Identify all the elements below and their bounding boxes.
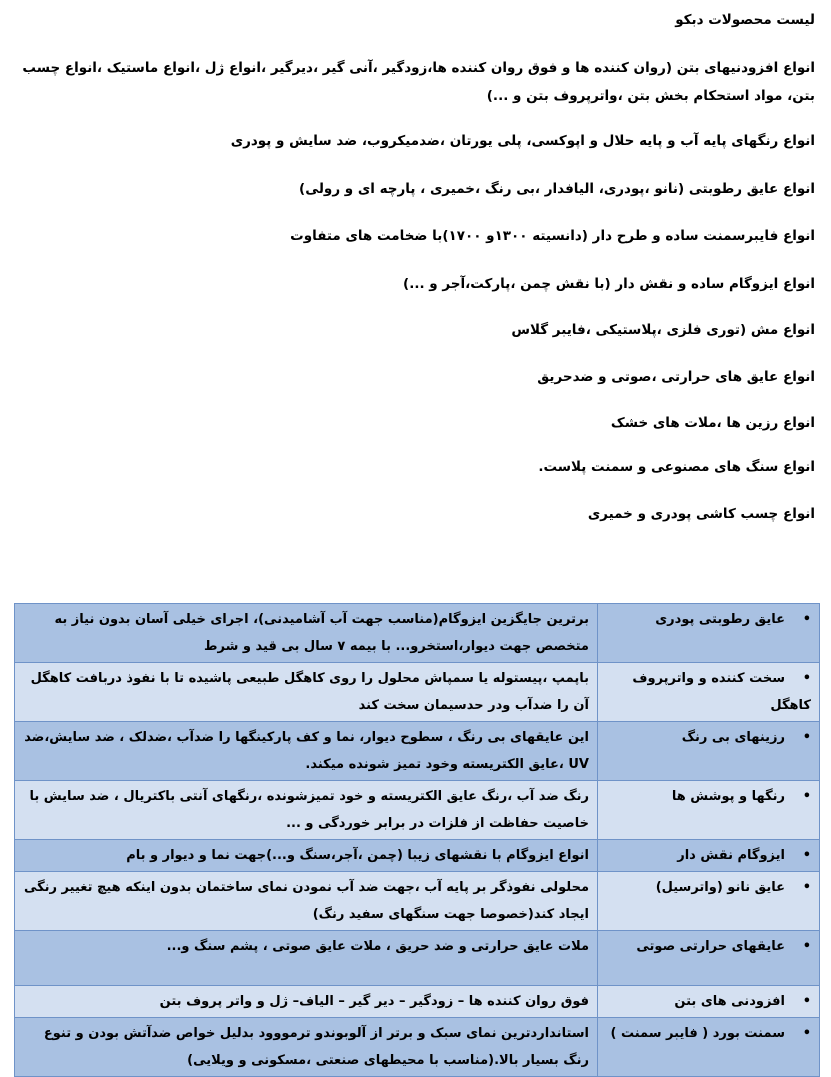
bullet-icon: • — [802, 880, 811, 895]
product-label-cell — [598, 604, 820, 663]
product-label: عایق نانو (واترسیل) — [655, 880, 785, 895]
table-row — [15, 931, 820, 986]
paragraph: انواع سنگ های مصنوعی و سمنت پلاست. — [538, 459, 815, 475]
product-description: این عایقهای بی رنگ ، سطوح دیوار، نما و کف پارکینگها را ضدآب ،ضدلک ، ضد سایش،ضد UV ،عایق الکتریسته وخود تمیز شونده میکند. — [15, 722, 598, 781]
paragraph: انواع ایزوگام ساده و نقش دار (با نقش چمن ،پارکت،آجر و ...) — [403, 276, 815, 292]
table-row — [15, 986, 820, 1018]
bullet-icon: • — [802, 1026, 811, 1041]
bullet-icon: • — [802, 612, 811, 627]
paragraph: انواع رزین ها ،ملات های خشک — [610, 415, 815, 431]
table-row — [15, 872, 820, 931]
table-row — [15, 1018, 820, 1077]
product-label: ایزوگام نقش دار — [677, 848, 785, 863]
products-table — [14, 603, 820, 1077]
paragraph: انواع افزودنیهای بتن (روان کننده ها و فوق روان کننده ها،زودگیر ،آنی گیر ،دیرگیر ،انواع ژل ،انواع ماستیک ،انواع چسب بتن، مواد استحکام بخش بتن ،واترپروف بتن و ...) — [22, 60, 815, 104]
product-description: انواع ایزوگام با نقشهای زیبا (چمن ،آجر،سنگ و...)جهت نما و دیوار و بام — [15, 840, 598, 872]
product-label: عایق رطوبتی پودری — [655, 612, 785, 627]
product-label: رزینهای بی رنگ — [681, 730, 785, 745]
product-description: فوق روان کننده ها – زودگیر – دیر گیر – الیاف– ژل و واتر پروف بتن — [15, 986, 598, 1018]
bullet-icon: • — [802, 730, 811, 745]
bullet-icon: • — [802, 789, 811, 804]
product-description: برترین جایگزین ایزوگام(مناسب جهت آب آشامیدنی)، اجرای خیلی آسان بدون نیاز به متخصص جهت دیوار،استخرو... با بیمه ۷ سال بی قید و شرط — [15, 604, 598, 663]
product-description: رنگ ضد آب ،رنگ عایق الکتریسته و خود تمیزشونده ،رنگهای آنتی باکتریال ، ضد سایش با خاصیت حفاظت از فلزات در برابر خوردگی و ... — [15, 781, 598, 840]
table-row — [15, 604, 820, 663]
paragraph: انواع مش (توری فلزی ،پلاستیکی ،فایبر گلاس — [511, 322, 815, 338]
bullet-icon: • — [802, 939, 811, 954]
product-label: افزودنی های بتن — [674, 994, 785, 1009]
product-description: محلولی نفوذگر بر پایه آب ،جهت ضد آب نمودن نمای ساختمان بدون اینکه هیچ تغییر رنگی ایجاد کند(خصوصا جهت سنگهای سفید رنگ) — [15, 872, 598, 931]
product-label-cell — [598, 1018, 820, 1077]
table-row — [15, 663, 820, 722]
product-label-cell — [598, 663, 820, 722]
product-description: ملات عایق حرارتی و ضد حریق ، ملات عایق صوتی ، پشم سنگ و... — [15, 931, 598, 986]
table-row — [15, 840, 820, 872]
product-description: استانداردترین نمای سبک و برتر از آلوبوندو ترمووود بدلیل خواص ضدآتش بودن و تنوع رنگ بسیار بالا.(مناسب با محیطهای صنعتی ،مسکونی و ویلایی) — [15, 1018, 598, 1077]
product-label-cell — [598, 931, 820, 986]
paragraph: انواع چسب کاشی پودری و خمیری — [587, 506, 815, 522]
paragraph: انواع عایق های حرارتی ،صوتی و ضدحریق — [537, 369, 815, 385]
paragraph: انواع فایبرسمنت ساده و طرح دار (دانسیته ۱۳۰۰و ۱۷۰۰)با ضخامت های متفاوت — [290, 228, 815, 244]
product-label: عایقهای حرارتی صوتی — [636, 939, 785, 954]
bullet-icon: • — [802, 848, 811, 863]
table-row — [15, 781, 820, 840]
product-label: سمنت بورد ( فایبر سمنت ) — [610, 1026, 785, 1041]
product-label-cell — [598, 781, 820, 840]
bullet-icon: • — [802, 671, 811, 686]
product-label-cell — [598, 986, 820, 1018]
paragraph: انواع عایق رطوبتی (نانو ،پودری، الیافدار ،بی رنگ ،خمیری ، پارچه ای و رولی) — [299, 181, 815, 197]
product-label-cell — [598, 722, 820, 781]
document-title: لیست محصولات دبکو — [675, 12, 815, 28]
paragraph: انواع رنگهای پایه آب و پایه حلال و اپوکسی، پلی یورتان ،ضدمیکروب، ضد سایش و پودری — [230, 133, 815, 149]
product-description: باپمپ ،پیستوله یا سمپاش محلول را روی کاهگل طبیعی پاشیده تا با نفوذ دربافت کاهگل آن را ضدآب ودر حدسیمان سخت کند — [15, 663, 598, 722]
product-label: سخت کننده و واترپروف کاهگل — [632, 671, 811, 713]
product-label-cell — [598, 872, 820, 931]
product-label-cell — [598, 840, 820, 872]
table-row — [15, 722, 820, 781]
bullet-icon: • — [802, 994, 811, 1009]
product-label: رنگها و پوشش ها — [671, 789, 785, 804]
